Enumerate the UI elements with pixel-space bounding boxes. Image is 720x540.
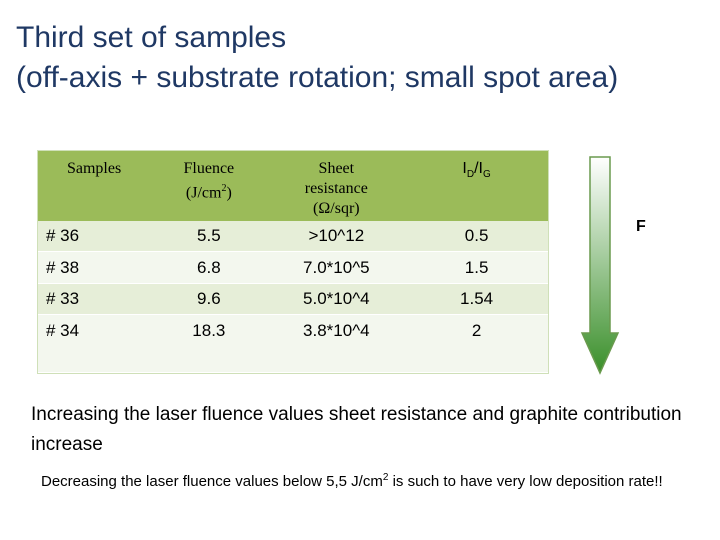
cell-fluence: 6.8: [150, 252, 267, 283]
slide-title: [16, 18, 706, 98]
cell-ratio: 2: [405, 315, 548, 373]
samples-table: [37, 150, 549, 374]
table-row: [38, 315, 548, 373]
header-id-ig-ratio: $I_D/I_G$: [405, 151, 548, 221]
cell-ratio: 1.5: [405, 252, 548, 283]
cell-resistance: 3.8*10^4: [267, 315, 405, 373]
header-samples: Samples: [38, 151, 150, 221]
table-row: [38, 252, 548, 283]
cell-ratio: 1.54: [405, 283, 548, 314]
cell-fluence: 5.5: [150, 221, 267, 252]
cell-resistance: 7.0*10^5: [267, 252, 405, 283]
title-line-2: (off-axis + substrate rotation; small spot area): [16, 61, 619, 94]
cell-ratio: 0.5: [405, 221, 548, 252]
cell-sample: # 38: [38, 252, 150, 283]
header-sheet-resistance: Sheet resistance (Ω/sqr): [267, 151, 405, 221]
header-fluence-label: Fluence: [183, 160, 235, 177]
fluence-arrow-icon: [580, 155, 620, 377]
header-fluence: [150, 151, 267, 221]
fluence-increase-note: Increasing the laser fluence values sheet resistance and graphite contribution increase: [31, 404, 682, 455]
fluence-arrow-label: F: [636, 218, 646, 235]
cell-fluence: 9.6: [150, 283, 267, 314]
title-line-1: Third set of samples: [16, 21, 287, 54]
cell-sample: # 36: [38, 221, 150, 252]
cell-resistance: 5.0*10^4: [267, 283, 405, 314]
table-row: [38, 221, 548, 252]
cell-sample: # 33: [38, 283, 150, 314]
cell-sample: # 34: [38, 315, 150, 373]
fluence-decrease-note: Decreasing the laser fluence values below 5,5 $J/cm^2$ is such to have very low deposition rate!!: [41, 472, 663, 490]
cell-resistance: >10^12: [267, 221, 405, 252]
table-row: [38, 283, 548, 314]
header-fluence-unit: $(J/cm^2)$: [185, 183, 232, 202]
table-header-row: [38, 151, 548, 221]
cell-fluence: 18.3: [150, 315, 267, 373]
